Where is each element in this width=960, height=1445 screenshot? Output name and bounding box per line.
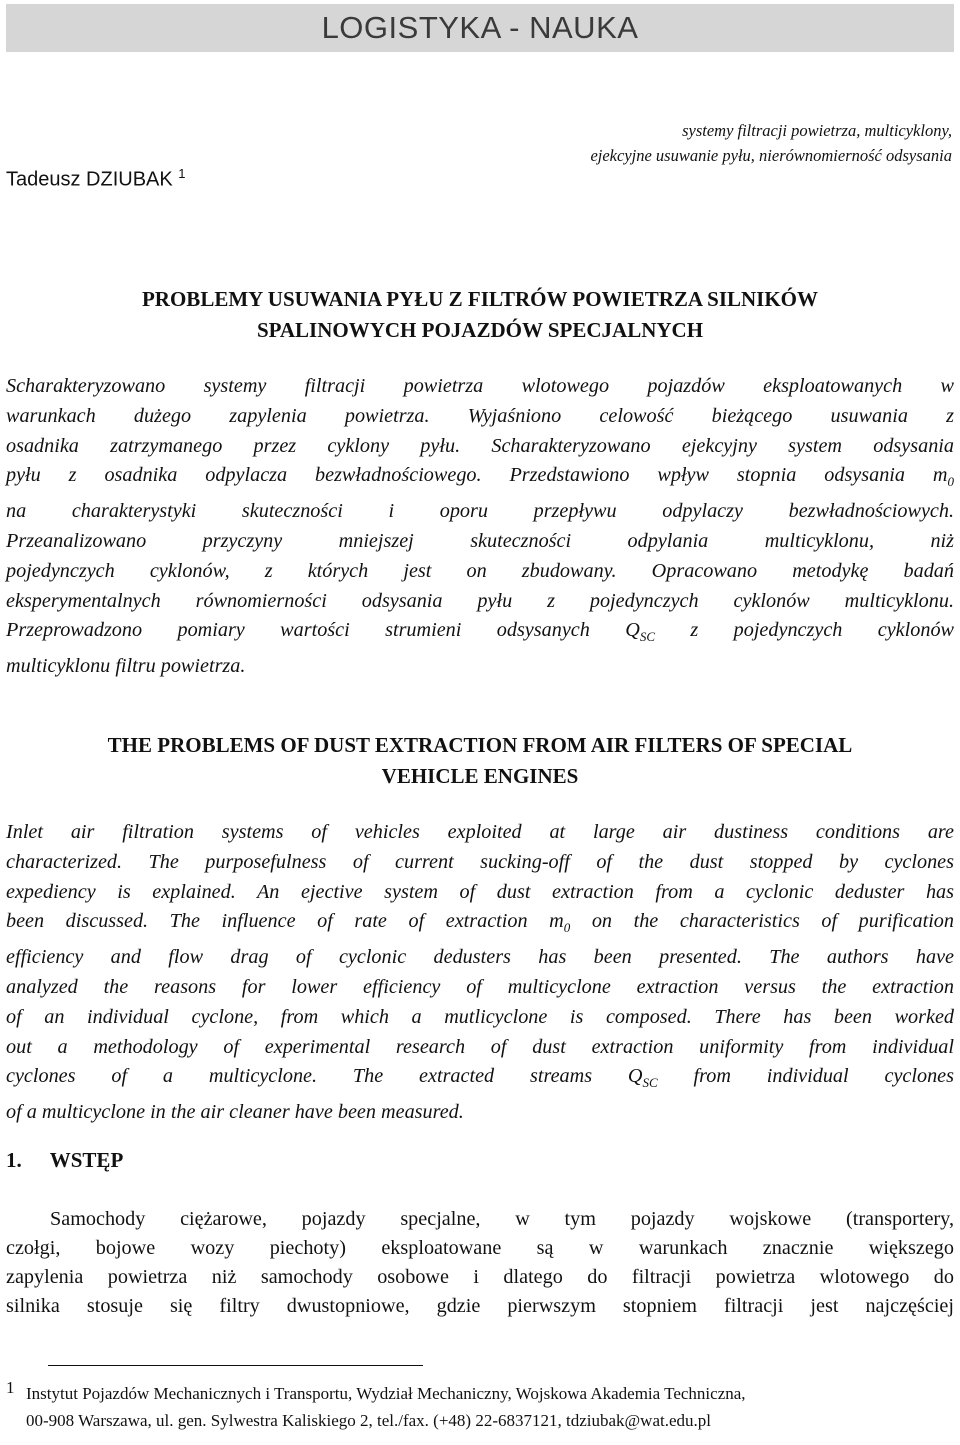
keywords — [352, 118, 952, 168]
abstract-text: pyłu z osadnika odpylacza bezwładnościowego. Przedstawiono wpływ stopnia odsysania m — [6, 464, 948, 487]
intro-paragraph — [6, 1205, 954, 1321]
abstract-line: multicyklonu filtru powietrza. — [6, 655, 246, 678]
subscript: 0 — [947, 474, 954, 490]
footnote-line: Instytut Pojazdów Mechanicznych i Transportu, Wydział Mechaniczny, Wojskowa Akademia Techniczna, — [26, 1384, 746, 1403]
title-pl — [6, 284, 954, 346]
abstract-text: z pojedynczych cyklonów — [654, 619, 954, 642]
body-line — [6, 1205, 954, 1234]
journal-header — [6, 4, 954, 52]
body-line: zapylenia powietrza niż samochody osobowe i dlatego do filtracji powietrza wlotowego do — [6, 1266, 954, 1288]
abstract-line: out a methodology of experimental research of dust extraction uniformity from individual — [6, 1035, 954, 1058]
abstract-line — [6, 616, 954, 652]
body-text: Samochody ciężarowe, pojazdy specjalne, w tym pojazdy wojskowe (transportery, — [50, 1208, 954, 1230]
footnote-mark: 1 — [6, 1378, 15, 1397]
keywords-line: systemy filtracji powietrza, multicyklony, — [682, 121, 952, 140]
title-line: SPALINOWYCH POJAZDÓW SPECJALNYCH — [256, 318, 704, 342]
abstract-line: expediency is explained. An ejective system of dust extraction from a cyclonic deduster has — [6, 880, 954, 903]
author-affiliation-mark: 1 — [178, 166, 186, 181]
author — [6, 166, 186, 192]
abstract-text: Przeprowadzono pomiary wartości strumieni odsysanych Q — [6, 619, 640, 642]
abstract-line: pojedynczych cyklonów, z których jest on zbudowany. Opracowano metodykę badań — [6, 559, 954, 582]
abstract-line: of an individual cyclone, from which a mutlicyclone is composed. There has been worked — [6, 1005, 954, 1028]
abstract-en — [6, 818, 954, 1128]
body-line: silnika stosuje się filtry dwustopniowe, gdzie pierwszym stopniem filtracji jest najczęściej — [6, 1295, 954, 1317]
journal-title: LOGISTYKA - NAUKA — [321, 10, 639, 45]
abstract-line: warunkach dużego zapylenia powietrza. Wyjaśniono celowość bieżącego usuwania z — [6, 404, 954, 427]
section-number: 1. — [6, 1148, 22, 1172]
author-name: Tadeusz DZIUBAK — [6, 168, 173, 191]
abstract-line: Przeanalizowano przyczyny mniejszej skuteczności odpylania multicyklonu, niż — [6, 530, 954, 553]
abstract-text: cyclones of a multicyclone. The extracted streams Q — [6, 1065, 643, 1088]
abstract-line: analyzed the reasons for lower efficiency of multicyclone extraction versus the extraction — [6, 976, 954, 999]
title-line: PROBLEMY USUWANIA PYŁU Z FILTRÓW POWIETRZA SILNIKÓW — [141, 287, 819, 311]
abstract-text: on the characteristics of purification — [570, 910, 954, 933]
section-heading — [6, 1148, 151, 1173]
abstract-text: been discussed. The influence of rate of extraction m — [6, 910, 564, 933]
section-title: WSTĘP — [49, 1148, 124, 1172]
footnote — [6, 1380, 954, 1434]
footnote-line: 00-908 Warszawa, ul. gen. Sylwestra Kaliskiego 2, tel./fax. (+48) 22-6837121, tdziubak@wat.edu.pl — [26, 1411, 711, 1430]
abstract-line — [6, 461, 954, 497]
subscript: SC — [642, 1075, 658, 1091]
abstract-line: efficiency and flow drag of cyclonic dedusters has been presented. The authors have — [6, 946, 954, 969]
abstract-line: Scharakteryzowano systemy filtracji powietrza wlotowego pojazdów eksploatowanych w — [6, 375, 954, 397]
title-line: VEHICLE ENGINES — [381, 764, 579, 788]
abstract-line: Inlet air filtration systems of vehicles exploited at large air dustiness conditions are — [6, 821, 954, 843]
abstract-line — [6, 1062, 954, 1098]
title-en — [6, 730, 954, 792]
subscript: 0 — [563, 920, 571, 936]
footnote-divider — [48, 1365, 423, 1366]
abstract-line: osadnika zatrzymanego przez cyklony pyłu. Scharakteryzowano ejekcyjny system odsysania — [6, 434, 954, 457]
abstract-pl — [6, 372, 954, 682]
abstract-line — [6, 907, 954, 943]
abstract-line: na charakterystyki skuteczności i oporu przepływu odpylaczy bezwładnościowych. — [6, 500, 954, 523]
abstract-line: of a multicyclone in the air cleaner have been measured. — [6, 1101, 464, 1124]
title-line: THE PROBLEMS OF DUST EXTRACTION FROM AIR FILTERS OF SPECIAL — [107, 733, 853, 757]
abstract-line: eksperymentalnych równomierności odsysania pyłu z pojedynczych cyklonów multicyklonu. — [6, 589, 954, 612]
body-line: czołgi, bojowe wozy piechoty) eksploatowane są w warunkach znacznie większego — [6, 1237, 954, 1259]
abstract-text: from individual cyclones — [657, 1065, 954, 1088]
subscript: SC — [639, 629, 655, 645]
keywords-line: ejekcyjne usuwanie pyłu, nierównomierność odsysania — [590, 146, 952, 165]
abstract-line: characterized. The purposefulness of current sucking-off of the dust stopped by cyclones — [6, 850, 954, 873]
